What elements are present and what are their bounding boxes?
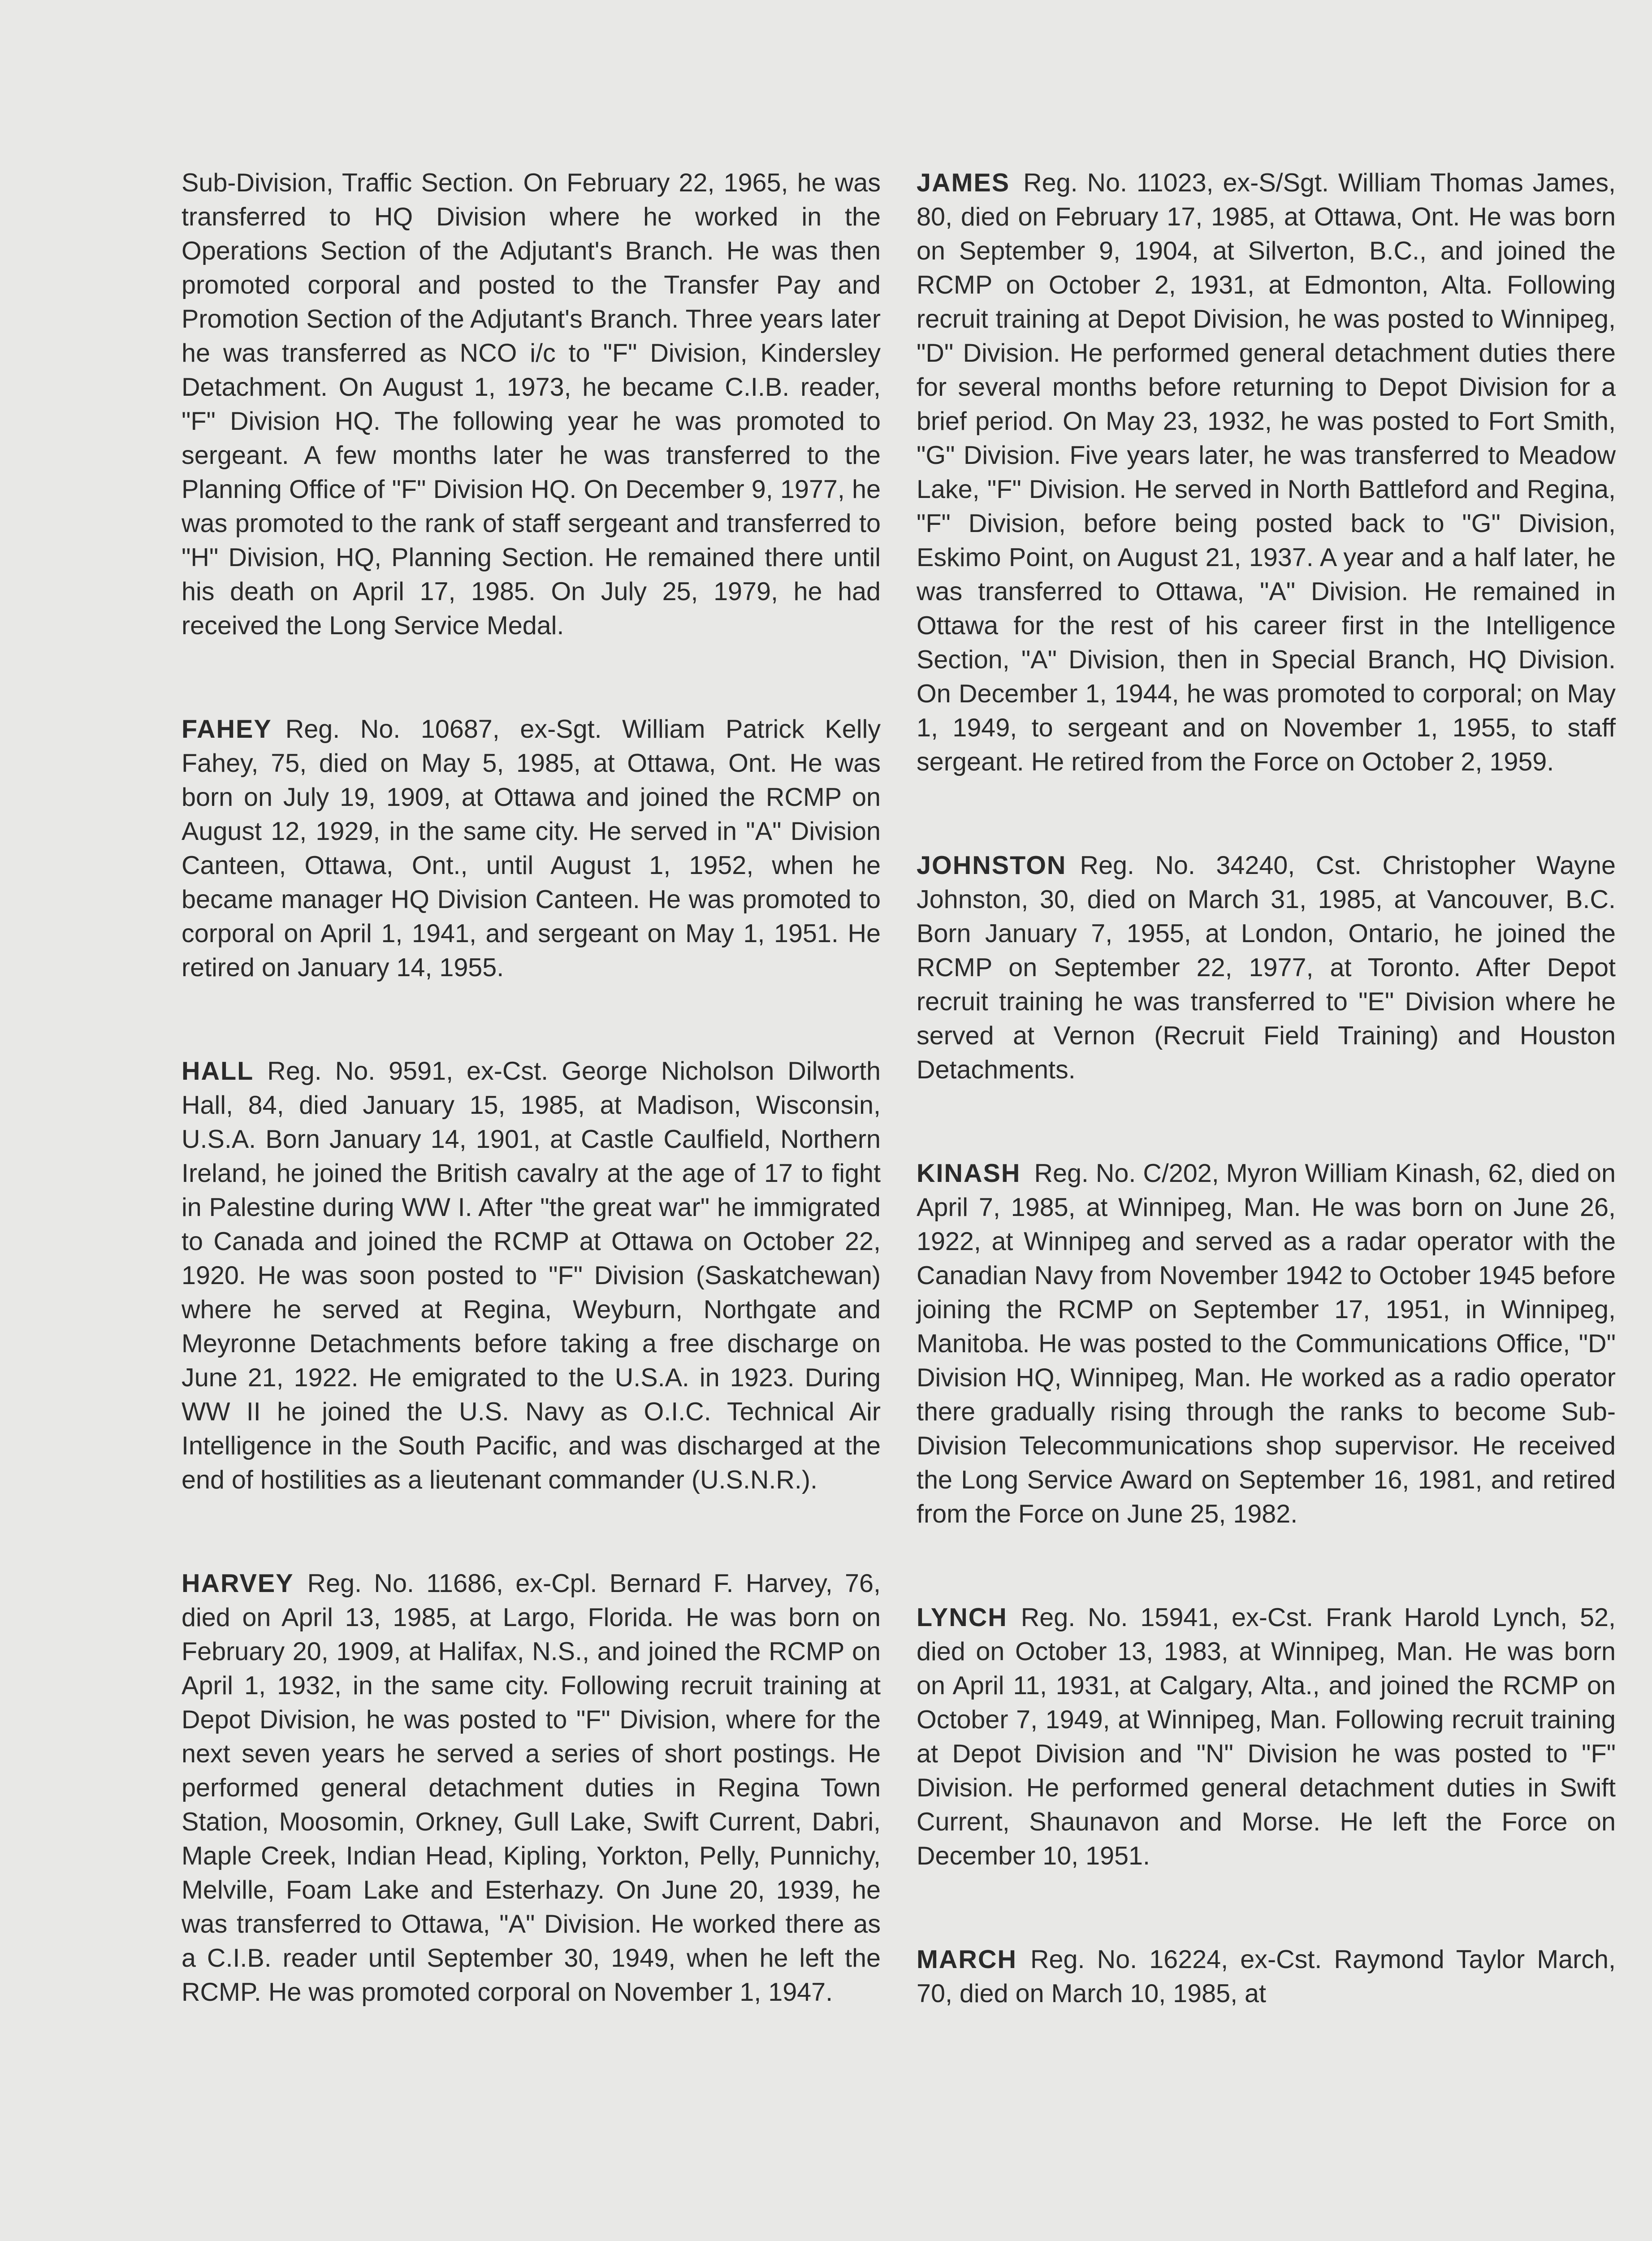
obituary-entry-march <box>917 1942 1616 2011</box>
entry-surname: KINASH <box>917 1159 1021 1188</box>
entry-text: Reg. No. 9591, ex-Cst. George Nicholson Dilworth Hall, 84, died January 15, 1985, at Madison, Wisconsin, U.S.A. Born January 14, 1901, at Castle Caulfield, Northern Ireland, he joined the British cavalry at the age of 17 to fight in Palestine during WW I. After "the great war" he immigrated to Canada and joined the RCMP at Ottawa on October 22, 1920. He was soon posted to "F" Division (Saskatchewan) where he served at Regina, Weyburn, Northgate and Meyronne Detachments before taking a free discharge on June 21, 1922. He emigrated to the U.S.A. in 1923. During WW II he joined the U.S. Navy as O.I.C. Technical Air Intelligence in the South Pacific, and was discharged at the end of hostilities as a lieutenant commander (U.S.N.R.). <box>182 1057 881 1494</box>
continued-paragraph: Sub-Division, Traffic Section. On February 22, 1965, he was transferred to HQ Division where he worked in the Operations Section of the Adjutant's Branch. He was then promoted corporal and posted to the Transfer Pay and Promotion Section of the Adjutant's Branch. Three years later he was transferred as NCO i/c to "F" Division, Kindersley Detachment. On August 1, 1973, he became C.I.B. reader, "F" Division HQ. The following year he was promoted to sergeant. A few months later he was transferred to the Planning Office of "F" Division HQ. On December 9, 1977, he was promoted to the rank of staff sergeant and transferred to "H" Division, HQ, Planning Section. He remained there until his death on April 17, 1985. On July 25, 1979, he had received the Long Service Medal. <box>182 169 881 640</box>
entry-text: Reg. No. 34240, Cst. Christopher Wayne Johnston, 30, died on March 31, 1985, at Vancouver, B.C. Born January 7, 1955, at London, Ontario, he joined the RCMP on September 22, 1977, at Toronto. After Depot recruit training he was transferred to "E" Division where he served at Vernon (Recruit Field Training) and Houston Detachments. <box>917 851 1616 1084</box>
entry-text: Reg. No. 11023, ex-S/Sgt. William Thomas James, 80, died on February 17, 1985, at Ottawa, Ont. He was born on September 9, 1904, at Silverton, B.C., and joined the RCMP on October 2, 1931, at Edmonton, Alta. Following recruit training at Depot Division, he was posted to Winnipeg, "D" Division. He performed general detachment duties there for several months before returning to Depot Division for a brief period. On May 23, 1932, he was posted to Fort Smith, "G" Division. Five years later, he was transferred to Meadow Lake, "F" Division. He served in North Battleford and Regina, "F" Division, before being posted back to "G" Division, Eskimo Point, on August 21, 1937. A year and a half later, he was transferred to Ottawa, "A" Division. He remained in Ottawa for the rest of his career first in the Intelligence Section, "A" Division, then in Special Branch, HQ Division. On December 1, 1944, he was promoted to corporal; on May 1, 1949, to sergeant and on November 1, 1955, to staff sergeant. He retired from the Force on October 2, 1959. <box>917 169 1616 776</box>
obituary-entry-lynch <box>917 1601 1616 1873</box>
obituary-entry-harvey <box>182 1566 881 2009</box>
obituary-entry-johnston <box>917 848 1616 1087</box>
entry-text: Reg. No. C/202, Myron William Kinash, 62, died on April 7, 1985, at Winnipeg, Man. He was born on June 26, 1922, at Winnipeg and served as a radar operator with the Canadian Navy from November 1942 to October 1945 before joining the RCMP on September 17, 1951, in Winnipeg, Manitoba. He was posted to the Communications Office, "D" Division HQ, Winnipeg, Man. He worked as a radio operator there gradually rising through the ranks to become Sub-Division Telecommunications shop supervisor. He received the Long Service Award on September 16, 1981, and retired from the Force on June 25, 1982. <box>917 1159 1616 1528</box>
entry-surname: FAHEY <box>182 715 272 744</box>
entry-surname: JAMES <box>917 169 1010 197</box>
entry-text: Reg. No. 11686, ex-Cpl. Bernard F. Harvey, 76, died on April 13, 1985, at Largo, Florida. He was born on February 20, 1909, at Halifax, N.S., and joined the RCMP on April 1, 1932, in the same city. Following recruit training at Depot Division, he was posted to "F" Division, where for the next seven years he served a series of short postings. He performed general detachment duties in Regina Town Station, Moosomin, Orkney, Gull Lake, Swift Current, Dabri, Maple Creek, Indian Head, Kipling, Yorkton, Pelly, Punnichy, Melville, Foam Lake and Esterhazy. On June 20, 1939, he was transferred to Ottawa, "A" Division. He worked there as a C.I.B. reader until September 30, 1949, when he left the RCMP. He was promoted corporal on November 1, 1947. <box>182 1569 881 2007</box>
obituary-entry-fahey <box>182 712 881 985</box>
entry-text: Reg. No. 15941, ex-Cst. Frank Harold Lynch, 52, died on October 13, 1983, at Winnipeg, Man. He was born on April 11, 1931, at Calgary, Alta., and joined the RCMP on October 7, 1949, at Winnipeg, Man. Following recruit training at Depot Division and "N" Division he was posted to "F" Division. He performed general detachment duties in Swift Current, Shaunavon and Morse. He left the Force on December 10, 1951. <box>917 1603 1616 1870</box>
entry-surname: JOHNSTON <box>917 851 1067 880</box>
entry-surname: HARVEY <box>182 1569 294 1598</box>
entry-surname: HALL <box>182 1057 254 1086</box>
obituary-entry-hall <box>182 1054 881 1497</box>
obituary-entry-kinash <box>917 1156 1616 1531</box>
entry-text: Reg. No. 16224, ex-Cst. Raymond Taylor March, 70, died on March 10, 1985, at <box>917 1945 1616 2008</box>
entry-text: Reg. No. 10687, ex-Sgt. William Patrick Kelly Fahey, 75, died on May 5, 1985, at Ottawa, Ont. He was born on July 19, 1909, at Ottawa and joined the RCMP on August 12, 1929, in the same city. He served in "A" Division Canteen, Ottawa, Ont., until August 1, 1952, when he became manager HQ Division Canteen. He was promoted to corporal on April 1, 1941, and sergeant on May 1, 1951. He retired on January 14, 1955. <box>182 715 881 982</box>
entry-surname: LYNCH <box>917 1603 1008 1632</box>
right-column <box>917 166 1616 2080</box>
obituary-entry-james <box>917 166 1616 779</box>
entry-surname: MARCH <box>917 1945 1017 1974</box>
left-column <box>182 166 881 2079</box>
